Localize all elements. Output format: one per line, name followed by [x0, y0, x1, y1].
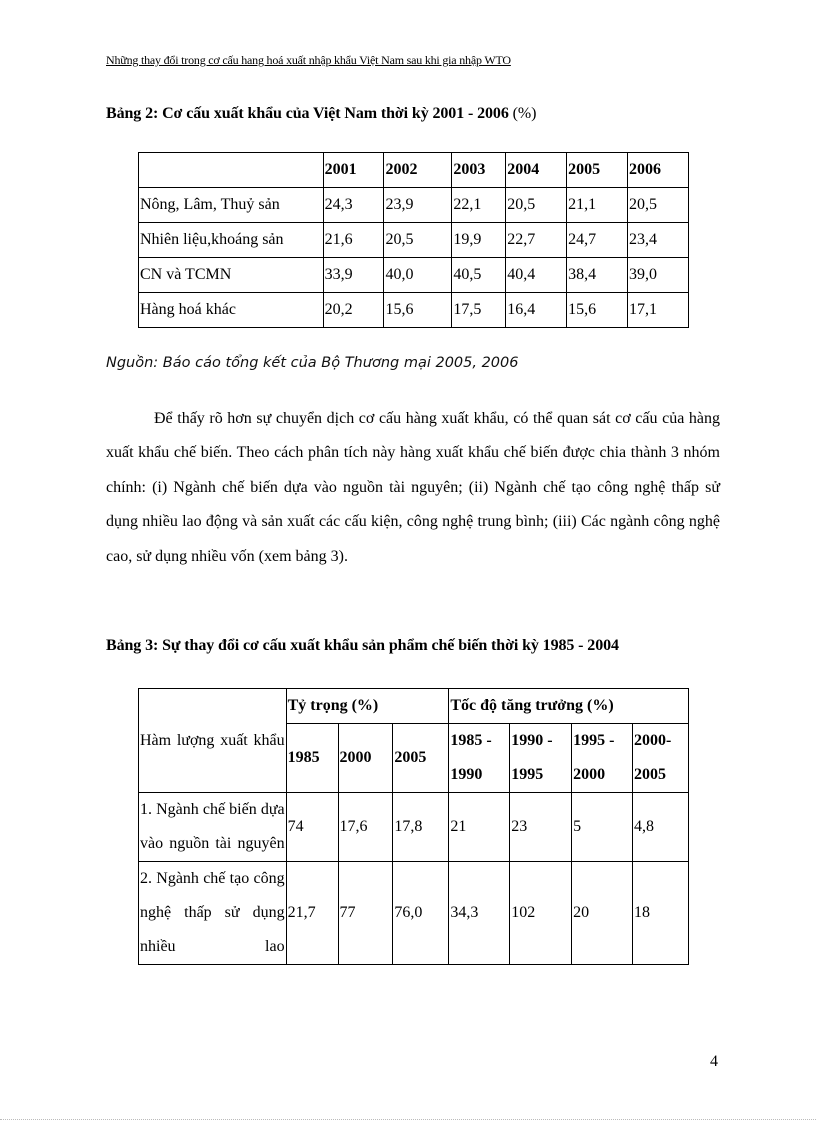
- table-row: [139, 293, 689, 328]
- table3-growth-period: 1985 - 1990: [449, 724, 510, 793]
- table-row: [139, 188, 689, 223]
- table2-cell: 17,1: [628, 293, 689, 328]
- period-from: 1990: [511, 732, 544, 749]
- table2-export-structure: [138, 152, 689, 328]
- running-header: Những thay đổi trong cơ cấu hang hoá xuất nhập khẩu Việt Nam sau khi gia nhập WTO: [106, 53, 511, 67]
- table2-caption-text: Bảng 2: Cơ cấu xuất khẩu của Việt Nam thời kỳ 2001 - 2006: [106, 105, 509, 122]
- table2-cell: 21,1: [567, 188, 628, 223]
- table3-cell: 21,7: [286, 862, 338, 965]
- table3-row-label: 2. Ngành chế tạo công nghệ thấp sử dụng nhiều lao: [139, 862, 287, 965]
- table2-cell: 20,2: [323, 293, 384, 328]
- table-row: [139, 258, 689, 293]
- table2-cell: 15,6: [567, 293, 628, 328]
- table3-row-header: Hàm lượng xuất khẩu: [139, 689, 287, 793]
- period-from: 1985: [450, 732, 483, 749]
- table2-cell: 22,1: [452, 188, 506, 223]
- table3-share-year: 1985: [286, 724, 338, 793]
- table2-col-header: 2006: [628, 153, 689, 188]
- table2-cell: 16,4: [506, 293, 567, 328]
- table2-col-header: 2003: [452, 153, 506, 188]
- table3-cell: 21: [449, 793, 510, 862]
- table3-cell: 34,3: [449, 862, 510, 965]
- table3-cell: 17,6: [338, 793, 393, 862]
- table2-cell: 20,5: [506, 188, 567, 223]
- table2-cell: 24,7: [567, 223, 628, 258]
- period-from: 1995: [573, 732, 606, 749]
- table2-caption: [106, 105, 536, 123]
- table3-cell: 77: [338, 862, 393, 965]
- table2-row-label: Nhiên liệu,khoáng sản: [139, 223, 324, 258]
- table2-cell: 22,7: [506, 223, 567, 258]
- table2-cell: 40,5: [452, 258, 506, 293]
- table-row: [139, 862, 689, 965]
- table2-cell: 40,0: [384, 258, 452, 293]
- table2-row-label: CN và TCMN: [139, 258, 324, 293]
- table2-cell: 38,4: [567, 258, 628, 293]
- table2-col-header: 2001: [323, 153, 384, 188]
- table2-cell: 24,3: [323, 188, 384, 223]
- table3-cell: 18: [633, 862, 689, 965]
- table3-growth-period: 1995 - 2000: [572, 724, 633, 793]
- table3-growth-period: 2000- 2005: [633, 724, 689, 793]
- table2-cell: 23,9: [384, 188, 452, 223]
- page-bottom-divider: [0, 1119, 816, 1120]
- period-to: 1990: [450, 766, 483, 783]
- table3-cell: 76,0: [393, 862, 449, 965]
- table3-share-year: 2005: [393, 724, 449, 793]
- table3-cell: 4,8: [633, 793, 689, 862]
- table3-processed-exports: [138, 688, 689, 965]
- table2-cell: 19,9: [452, 223, 506, 258]
- table2-cell: 39,0: [628, 258, 689, 293]
- table3-cell: 17,8: [393, 793, 449, 862]
- table3-share-group-header: Tỷ trọng (%): [286, 689, 449, 724]
- table3-growth-period: 1990 - 1995: [510, 724, 572, 793]
- table2-caption-unit: (%): [512, 105, 537, 122]
- table3-group-header-row: [139, 689, 689, 724]
- body-paragraph-text: Để thấy rõ hơn sự chuyển dịch cơ cấu hàng xuất khẩu, có thể quan sát cơ cấu của hàng xuất khẩu chế biến. Theo cách phân tích này hàng xuất khẩu chế biến được chia thành 3 nhóm chính: (i) Ngành chế biến dựa vào nguồn tài nguyên; (ii) Ngành chế tạo công nghệ thấp sử dụng nhiều lao động và sản xuất các cấu kiện, công nghệ trung bình; (iii) Các ngành công nghệ cao, sử dụng nhiều vốn (xem bảng 3).: [106, 410, 720, 565]
- table3-share-year: 2000: [338, 724, 393, 793]
- page-number: 4: [710, 1053, 718, 1070]
- table2-cell: 33,9: [323, 258, 384, 293]
- table3-row-label: 1. Ngành chế biến dựa vào nguồn tài nguyên: [139, 793, 287, 862]
- period-to: 1995: [511, 766, 544, 783]
- table2-col-header: 2002: [384, 153, 452, 188]
- table2-col-header: 2004: [506, 153, 567, 188]
- table3-cell: 20: [572, 862, 633, 965]
- table3-growth-group-header: Tốc độ tăng trưởng (%): [449, 689, 689, 724]
- table2-cell: 20,5: [628, 188, 689, 223]
- table2-cell: 20,5: [384, 223, 452, 258]
- table2-cell: 21,6: [323, 223, 384, 258]
- table2-col-header: [139, 153, 324, 188]
- table2-header-row: [139, 153, 689, 188]
- source-note: Nguồn: Báo cáo tổng kết của Bộ Thương mại 2005, 2006: [106, 355, 519, 371]
- period-to: 2000: [573, 766, 606, 783]
- table2-cell: 40,4: [506, 258, 567, 293]
- body-paragraph: [106, 402, 720, 574]
- period-to: 2005: [634, 766, 666, 783]
- table-row: [139, 793, 689, 862]
- table2-cell: 17,5: [452, 293, 506, 328]
- table2-cell: 15,6: [384, 293, 452, 328]
- table2-cell: 23,4: [628, 223, 689, 258]
- table3-cell: 74: [286, 793, 338, 862]
- table3-cell: 23: [510, 793, 572, 862]
- table2-col-header: 2005: [567, 153, 628, 188]
- table3-caption: Bảng 3: Sự thay đổi cơ cấu xuất khẩu sản phẩm chế biến thời kỳ 1985 - 2004: [106, 637, 619, 654]
- table2-row-label: Nông, Lâm, Thuỷ sản: [139, 188, 324, 223]
- table3-cell: 5: [572, 793, 633, 862]
- table-row: [139, 223, 689, 258]
- period-from: 2000: [634, 732, 666, 749]
- table2-row-label: Hàng hoá khác: [139, 293, 324, 328]
- table3-cell: 102: [510, 862, 572, 965]
